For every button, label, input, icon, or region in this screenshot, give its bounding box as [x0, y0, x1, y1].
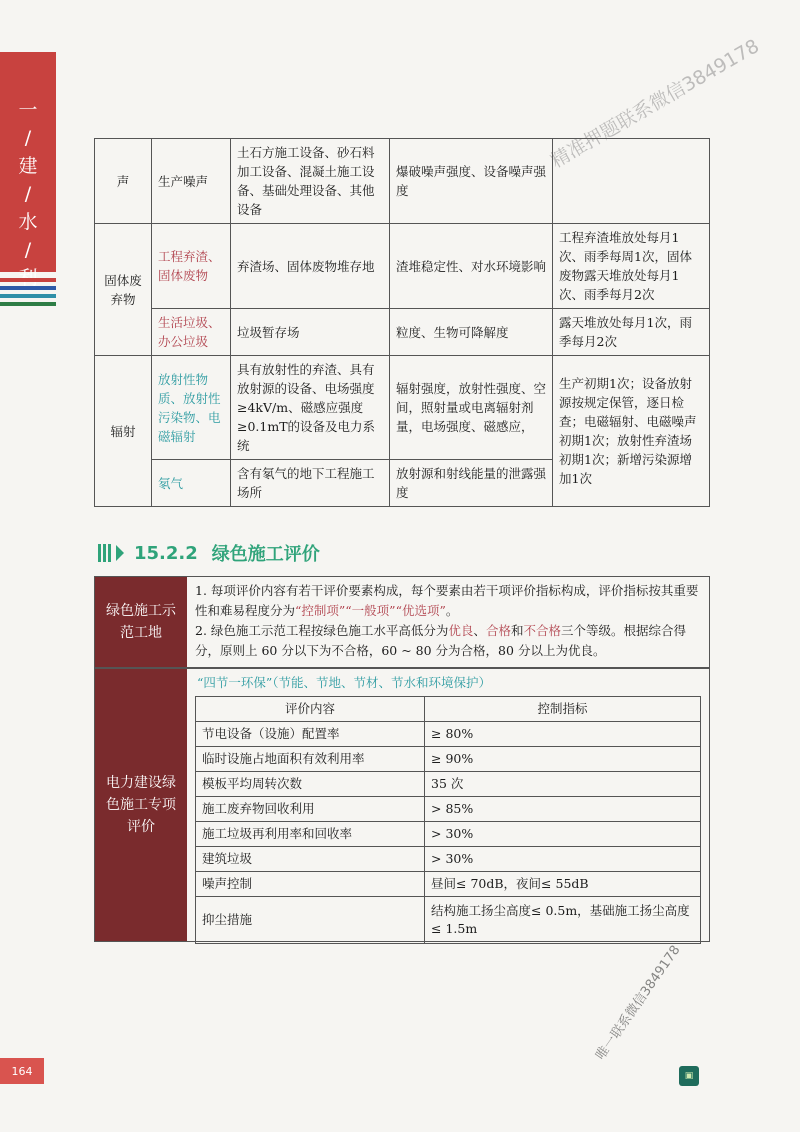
name-cell: 施工废弃物回收利用 [196, 797, 425, 822]
index-cell: 辐射强度，放射性强度、空间，照射量或电离辐射剂量，电场强度、磁感应， [390, 356, 553, 460]
category-cell: 固体废弃物 [95, 224, 152, 356]
table-row [196, 747, 701, 772]
equipment-cell: 垃圾暂存场 [231, 309, 390, 356]
text: 。 [445, 603, 459, 618]
equipment-cell: 含有氡气的地下工程施工场所 [231, 460, 390, 507]
text: 1. 每项评价内容有若干评价要素构成，每个要素由若干项评价指标构成，评价指标按其重要性和难易程度分为 [195, 583, 699, 618]
grade: 合格 [485, 623, 511, 638]
text: 2. 绿色施工示范工程按绿色施工水平高低分为 [195, 623, 449, 638]
stripe [0, 286, 56, 290]
name-cell: 抑尘措施 [196, 897, 425, 944]
side-tab-char: 水 [18, 211, 38, 233]
name-cell: 建筑垃圾 [196, 847, 425, 872]
table-header [196, 697, 701, 722]
equipment-cell: 具有放射性的弃渣、具有放射源的设备、电场强度≥4kV/m、磁感应强度≥0.1mT的设备及电力系统 [231, 356, 390, 460]
section-title: 绿色施工评价 [211, 544, 320, 565]
section-marker-icon [98, 544, 126, 562]
side-stripes [0, 278, 56, 310]
stripe [0, 294, 56, 298]
value-cell: 昼间≤ 70dB，夜间≤ 55dB [425, 872, 701, 897]
header-cell: 评价内容 [196, 697, 425, 722]
side-tab-char: 建 [18, 155, 38, 177]
value-cell: > 85% [425, 797, 701, 822]
frequency-cell [553, 139, 710, 224]
name-cell: 施工垃圾再利用率和回收率 [196, 822, 425, 847]
chapter-side-tab [0, 52, 56, 272]
equipment-cell: 弃渣场、固体废物堆存地 [231, 224, 390, 309]
block-label: 电力建设绿色施工专项评价 [95, 669, 187, 941]
source-cell: 生活垃圾、办公垃圾 [152, 309, 231, 356]
index-cell: 渣堆稳定性、对水环境影响 [390, 224, 553, 309]
table-row [196, 797, 701, 822]
source-cell: 放射性物质、放射性污染物、电磁辐射 [152, 356, 231, 460]
stripe [0, 302, 56, 306]
source-cell: 生产噪声 [152, 139, 231, 224]
index-cell: 放射源和射线能量的泄露强度 [390, 460, 553, 507]
grade: 优良 [448, 623, 474, 638]
side-tab-char: / [24, 127, 32, 149]
book-logo-icon: ▣ [679, 1066, 699, 1086]
term: “优选项” [395, 603, 446, 618]
grade: 不合格 [523, 623, 561, 638]
table-row [196, 847, 701, 872]
block-content [187, 577, 709, 667]
table-row [196, 772, 701, 797]
table-row [95, 139, 710, 224]
table-row [95, 309, 710, 356]
table-row [196, 897, 701, 944]
frequency-cell: 生产初期1次；设备放射源按规定保管，逐日检查；电磁辐射、电磁噪声初期1次；放射性弃渣场初期1次；新增污染源增加1次 [553, 356, 710, 507]
value-cell: ≥ 90% [425, 747, 701, 772]
table-row [95, 224, 710, 309]
value-cell: ≥ 80% [425, 722, 701, 747]
side-tab-char: / [24, 239, 32, 261]
value-cell: 结构施工扬尘高度≤ 0.5m，基础施工扬尘高度≤ 1.5m [425, 897, 701, 944]
monitoring-table [94, 138, 710, 507]
section-heading [98, 538, 320, 568]
term: “控制项” [295, 603, 346, 618]
name-cell: 临时设施占地面积有效利用率 [196, 747, 425, 772]
name-cell: 节电设备（设施）配置率 [196, 722, 425, 747]
table-row [196, 872, 701, 897]
index-cell: 粒度、生物可降解度 [390, 309, 553, 356]
block-content [187, 669, 709, 941]
green-demo-site-block [94, 576, 710, 668]
frequency-cell: 露天堆放处每月1次，雨季每月2次 [553, 309, 710, 356]
watermark-bottom: 唯一联系微信3849178 [593, 942, 684, 1063]
name-cell: 噪声控制 [196, 872, 425, 897]
block-label: 绿色施工示范工地 [95, 577, 187, 667]
category-cell: 声 [95, 139, 152, 224]
control-index-table [195, 696, 701, 944]
watermark-top-right: 精准押题联系微信3849178 [547, 35, 763, 173]
paragraph-2: 2. 绿色施工示范工程按绿色施工水平高低分为优良、合格和不合格三个等级。根据综合得分，原则上 60 分以下为不合格，60 ~ 80 分为合格，80 分以上为优良。 [195, 623, 686, 658]
category-cell: 辐射 [95, 356, 152, 507]
text: 三个等级。根据综合得分，原则上 60 分以下为不合格，60 ~ 80 分为合格，80 分以上为优良。 [195, 623, 686, 658]
header-cell: 控制指标 [425, 697, 701, 722]
equipment-cell: 土石方施工设备、砂石料加工设备、混凝土施工设备、基础处理设备、其他设备 [231, 139, 390, 224]
stripe [0, 278, 56, 282]
table-row [196, 722, 701, 747]
source-cell: 氡气 [152, 460, 231, 507]
power-green-eval-block [94, 668, 710, 942]
block-subtitle: “四节一环保”（节能、节地、节材、节水和环境保护） [197, 675, 492, 690]
paragraph-1 [195, 581, 701, 621]
table-row [95, 356, 710, 460]
frequency-cell: 工程弃渣堆放处每月1次、雨季每周1次，固体废物露天堆放处每月1次、雨季每月2次 [553, 224, 710, 309]
name-cell: 模板平均周转次数 [196, 772, 425, 797]
value-cell: 35 次 [425, 772, 701, 797]
side-tab-char: / [24, 183, 32, 205]
term: “一般项” [345, 603, 396, 618]
index-cell: 爆破噪声强度、设备噪声强度 [390, 139, 553, 224]
table-row [196, 822, 701, 847]
side-tab-char: 一 [18, 99, 38, 121]
page-number: 164 [0, 1058, 44, 1084]
value-cell: > 30% [425, 822, 701, 847]
section-number: 15.2.2 [134, 542, 198, 564]
value-cell: > 30% [425, 847, 701, 872]
source-cell: 工程弃渣、固体废物 [152, 224, 231, 309]
